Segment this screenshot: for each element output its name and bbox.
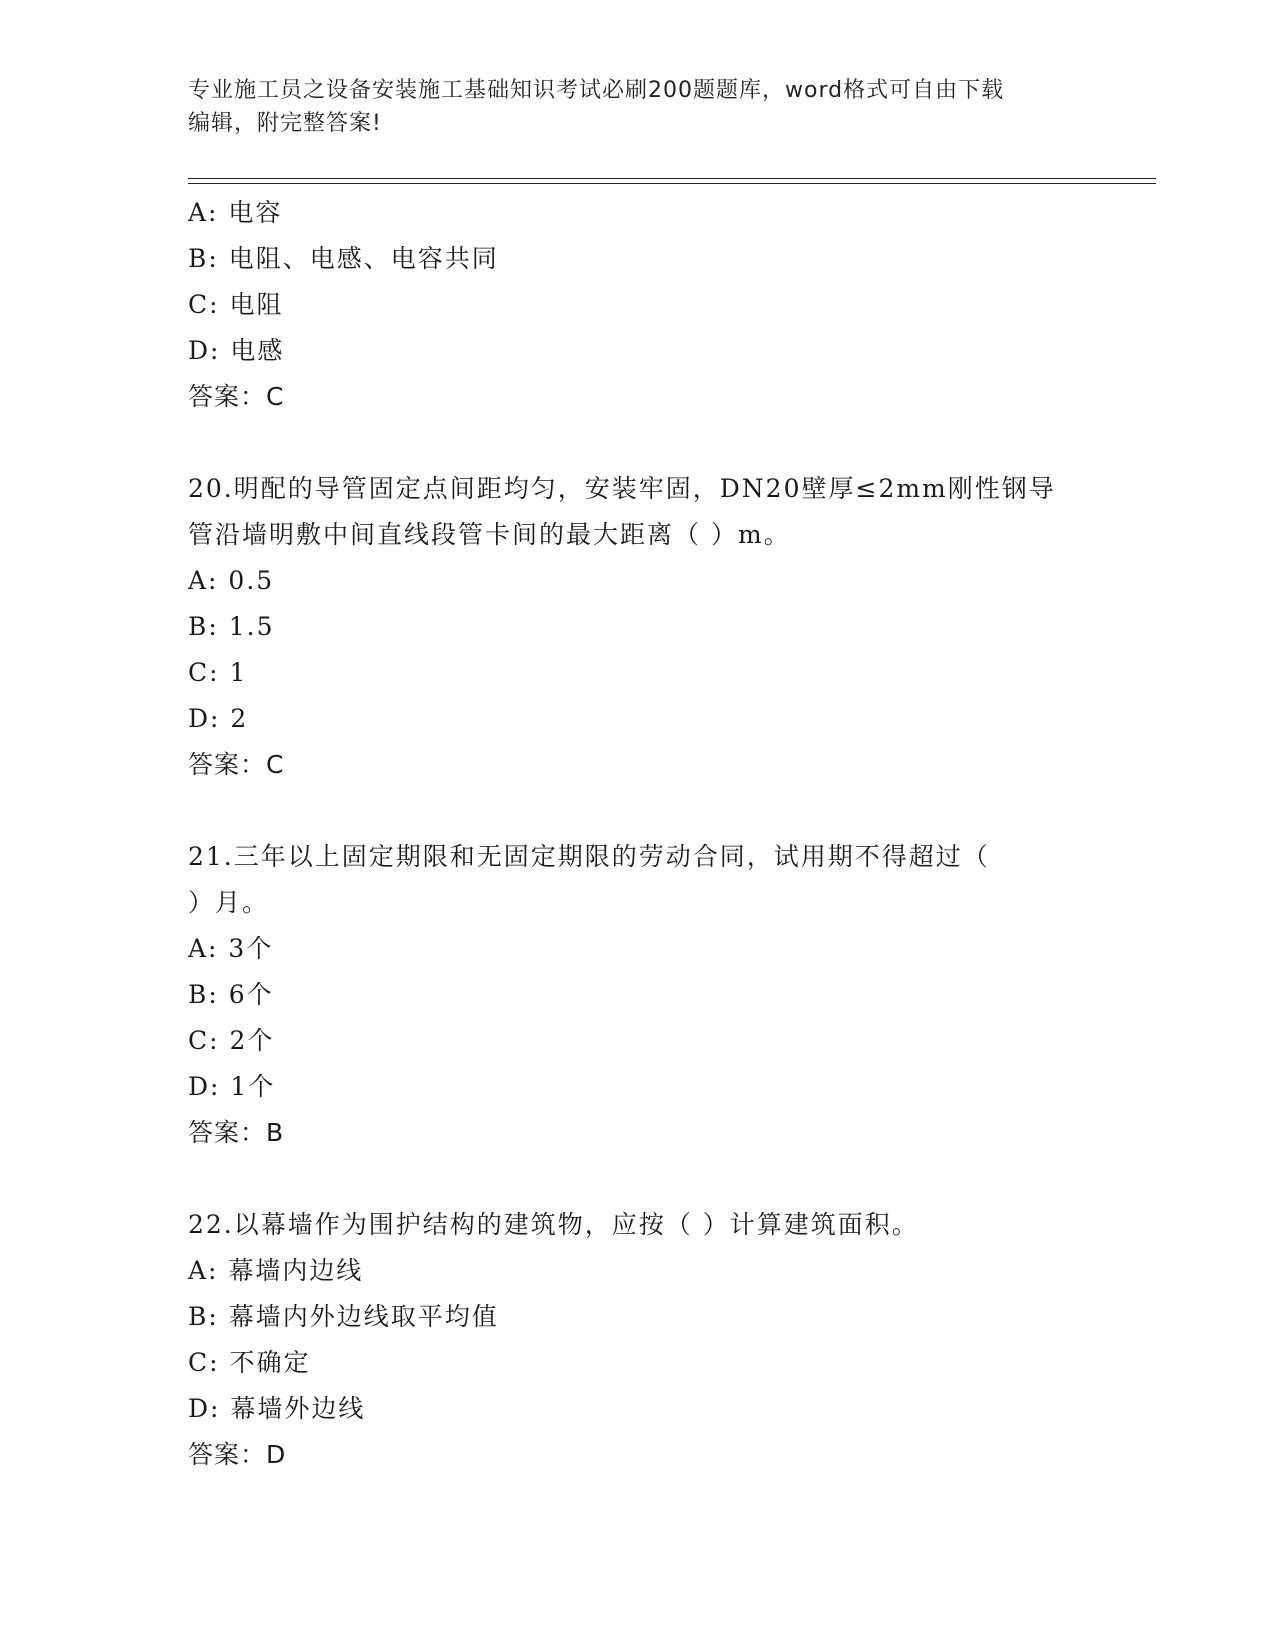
option-d: D: 幕墙外边线 (188, 1394, 366, 1423)
option-a: A: 3个 (188, 934, 274, 963)
option-b: B: 1.5 (188, 612, 275, 641)
spacer (188, 420, 1088, 466)
spacer (188, 788, 1088, 834)
header-divider-top (188, 178, 1156, 179)
answer-line: 答案：B (188, 1118, 285, 1147)
option-d: D: 电感 (188, 336, 285, 365)
option-c: C: 不确定 (188, 1348, 311, 1377)
answer-line: 答案：D (188, 1440, 287, 1469)
question-stem-line-2: 管沿墙明敷中间直线段管卡间的最大距离（ ）m。 (188, 520, 791, 549)
question-22 (188, 1202, 1088, 1478)
question-stem-line-2: ）月。 (188, 888, 270, 917)
header-divider-bottom (188, 183, 1156, 184)
header-line-1: 专业施工员之设备安装施工基础知识考试必刷200题题库，word格式可自由下载 (188, 78, 1005, 103)
option-c: C: 电阻 (188, 290, 284, 319)
option-c: C: 2个 (188, 1026, 275, 1055)
question-stem-line-1: 21.三年以上固定期限和无固定期限的劳动合同，试用期不得超过（ (188, 842, 990, 871)
question-21 (188, 834, 1088, 1156)
answer-line: 答案：C (188, 750, 285, 779)
option-d: D: 2 (188, 704, 249, 733)
option-a: A: 电容 (188, 198, 283, 227)
header-line-2: 编辑，附完整答案! (188, 111, 382, 136)
option-a: A: 幕墙内边线 (188, 1256, 364, 1285)
option-a: A: 0.5 (188, 566, 275, 595)
question-19-continued (188, 190, 1088, 420)
option-b: B: 幕墙内外边线取平均值 (188, 1302, 499, 1331)
option-b: B: 6个 (188, 980, 274, 1009)
question-stem-line-1: 22.以幕墙作为围护结构的建筑物，应按（ ）计算建筑面积。 (188, 1210, 919, 1239)
question-list (188, 190, 1088, 1478)
answer-line: 答案：C (188, 382, 285, 411)
question-20 (188, 466, 1088, 788)
spacer (188, 1156, 1088, 1202)
question-stem-line-1: 20.明配的导管固定点间距均匀，安装牢固，DN20壁厚≤2mm刚性钢导 (188, 474, 1056, 503)
document-header (188, 74, 1088, 140)
option-c: C: 1 (188, 658, 248, 687)
option-b: B: 电阻、电感、电容共同 (188, 244, 499, 273)
option-d: D: 1个 (188, 1072, 276, 1101)
